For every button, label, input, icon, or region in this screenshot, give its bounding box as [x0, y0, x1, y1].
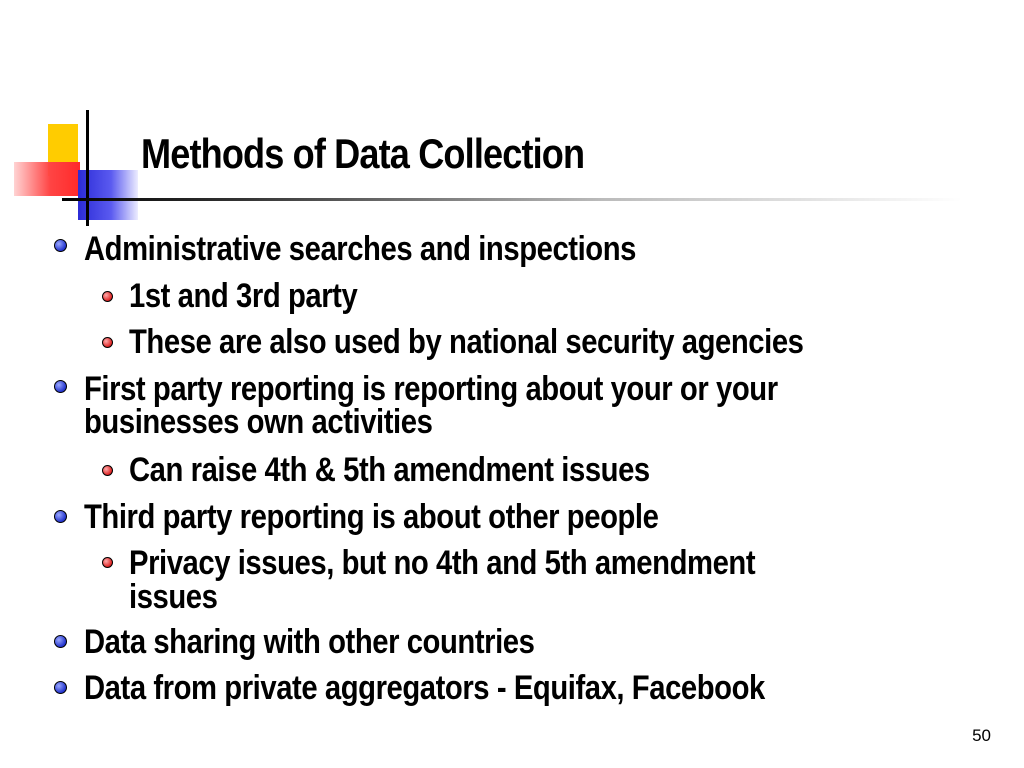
sub-bullet-dot [102, 557, 113, 568]
sub-bullet-dot [102, 465, 113, 476]
bullet-dot [54, 681, 67, 694]
sub-bullet-item: Can raise 4th & 5th amendment issues [129, 451, 650, 489]
bullet-item: Data sharing with other countries [84, 623, 535, 661]
bullet-item: First party reporting is reporting about your or your [84, 370, 778, 408]
bullet-item: Administrative searches and inspections [84, 230, 636, 268]
sub-bullet-dot [102, 337, 113, 348]
bullet-dot [54, 380, 67, 393]
red-square [14, 162, 80, 196]
bullet-dot [54, 239, 67, 252]
title-underline [62, 198, 962, 201]
bullet-item: Data from private aggregators - Equifax, Facebook [84, 669, 765, 707]
bullet-item-continuation: businesses own activities [84, 403, 433, 441]
sub-bullet-item-continuation: issues [129, 578, 218, 616]
sub-bullet-item: These are also used by national security agencies [129, 323, 804, 361]
bullet-item: Third party reporting is about other people [84, 498, 659, 536]
bullet-dot [54, 635, 67, 648]
vertical-rule [86, 110, 89, 226]
page-number: 50 [972, 726, 991, 745]
sub-bullet-dot [102, 291, 113, 302]
sub-bullet-item: Privacy issues, but no 4th and 5th amendment [129, 544, 756, 582]
slide-title: Methods of Data Collection [141, 130, 585, 177]
bullet-dot [54, 510, 67, 523]
sub-bullet-item: 1st and 3rd party [129, 277, 358, 315]
decorative-logo [0, 0, 140, 230]
